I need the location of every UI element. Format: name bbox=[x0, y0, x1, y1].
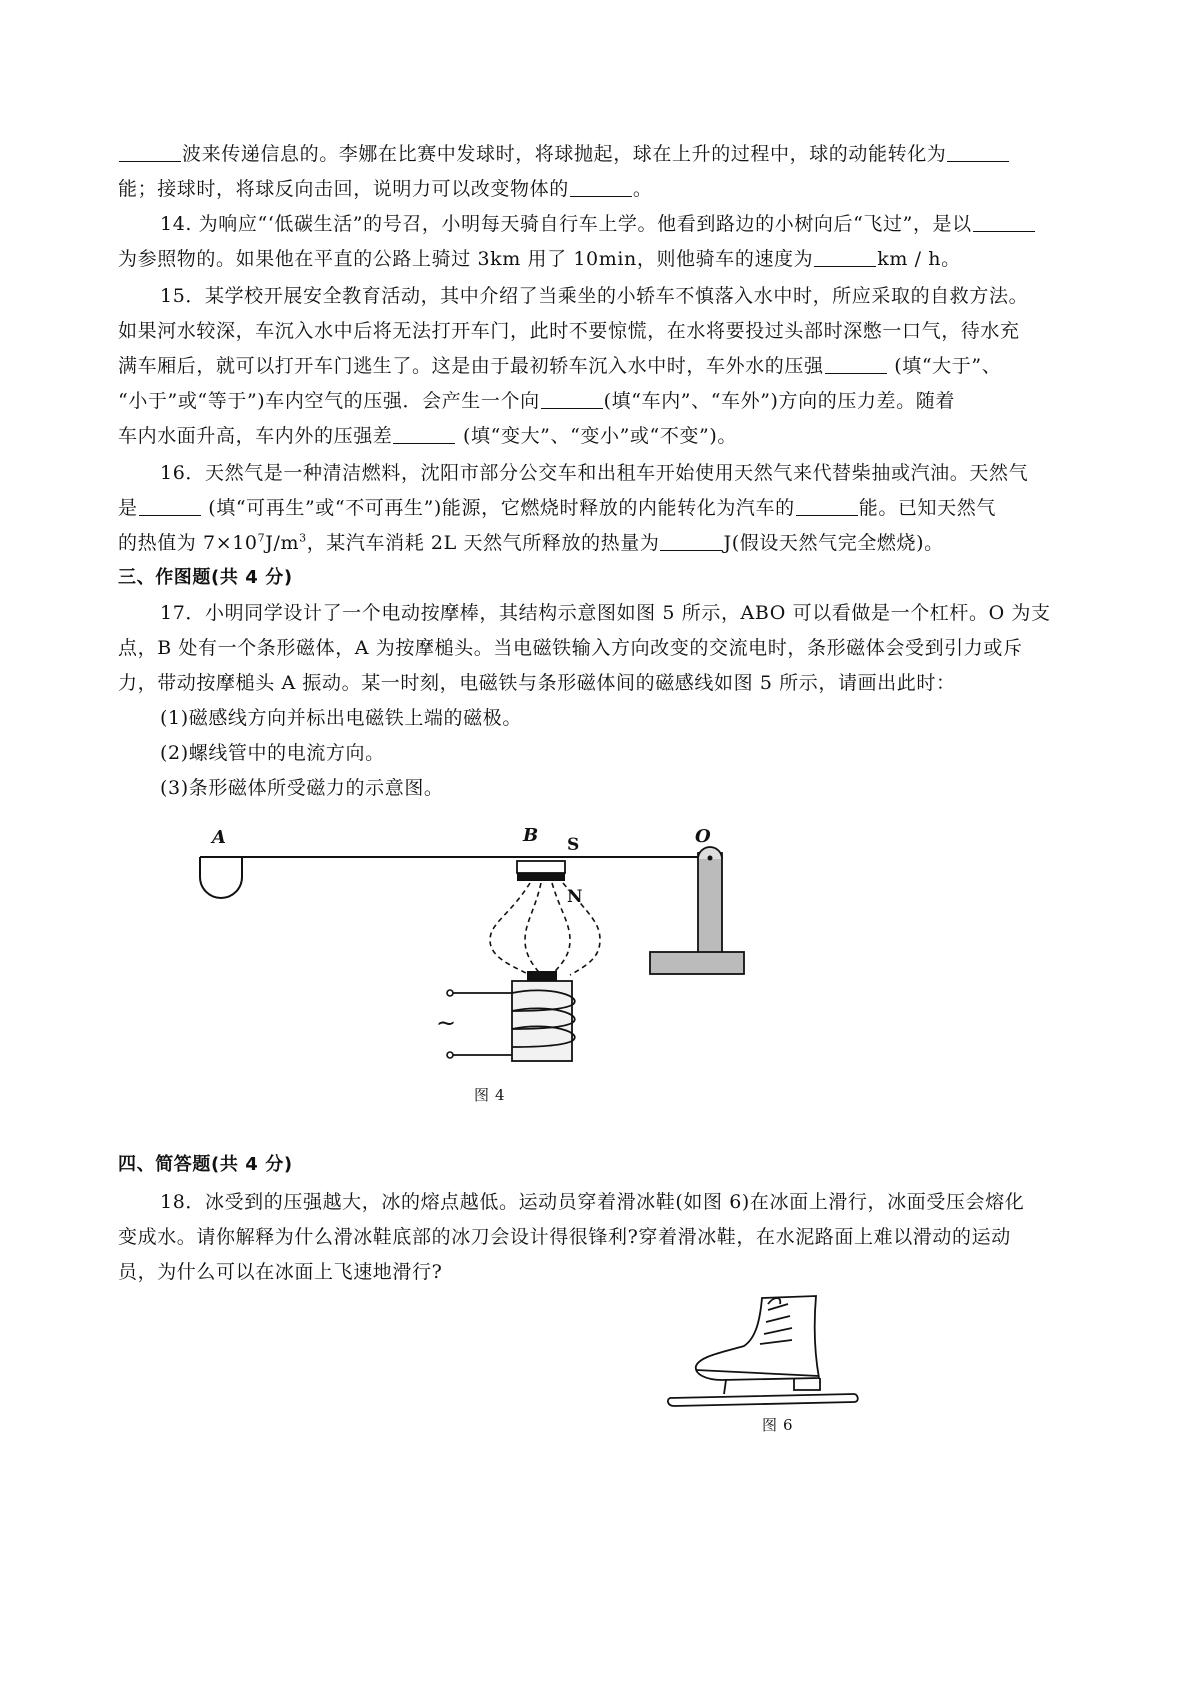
text: 波来传递信息的。李娜在比赛中发球时，将球抛起，球在上升的过程中，球的动能转化为 bbox=[182, 143, 947, 165]
terminal-top bbox=[447, 990, 453, 996]
question-18-line-3: 员，为什么可以在冰面上飞速地滑行? bbox=[118, 1261, 443, 1283]
question-15-line-5 bbox=[118, 419, 1098, 453]
pivot-base bbox=[650, 952, 744, 974]
skate-heel bbox=[794, 1378, 820, 1390]
electromagnet-pole bbox=[527, 971, 557, 981]
answer-blank[interactable] bbox=[393, 423, 455, 444]
question-15-line-1: 15．某学校开展安全教育活动，其中介绍了当乘坐的小轿车不慎落入水中时，所应采取的自救方法。 bbox=[160, 285, 1029, 307]
question-16-line-1: 16．天然气是一种清洁燃料，沈阳市部分公交车和出租车开始使用天然气来代替柴抽或汽油。天然气 bbox=[160, 462, 1029, 484]
question-16-line-3 bbox=[118, 526, 1098, 560]
question-17-line-3: 力，带动按摩槌头 A 振动。某一时刻，电磁铁与条形磁体间的磁感线如图 5 所示，请画出此时： bbox=[118, 672, 956, 694]
label-s: S bbox=[567, 835, 580, 855]
label-n: N bbox=[567, 887, 583, 907]
answer-blank[interactable] bbox=[660, 530, 722, 551]
figure-6-skate bbox=[664, 1290, 884, 1420]
question-18-line-1: 18．冰受到的压强越大，冰的熔点越低。运动员穿着滑冰鞋(如图 6)在冰面上滑行，冰面受压会熔化 bbox=[160, 1191, 1025, 1213]
answer-blank[interactable] bbox=[570, 176, 632, 197]
exponent: 3 bbox=[299, 531, 307, 545]
question-14-line-2 bbox=[118, 242, 1098, 276]
text: 能。已知天然气 bbox=[858, 497, 996, 519]
question-17-sub-3: (3)条形磁体所受磁力的示意图。 bbox=[160, 777, 444, 799]
label-ac: ~ bbox=[436, 1009, 457, 1037]
skate-sole bbox=[696, 1370, 819, 1376]
text: 。 bbox=[632, 178, 653, 200]
pivot-post bbox=[698, 853, 722, 953]
question-14-line-1 bbox=[160, 207, 1100, 241]
line-13-cont-2 bbox=[118, 172, 1098, 206]
question-17-line-2: 点，B 处有一个条形磁体，A 为按摩槌头。当电磁铁输入方向改变的交流电时，条形磁体会受到引力或斥 bbox=[118, 637, 1023, 659]
question-17-sub-1: (1)磁感线方向并标出电磁铁上端的磁极。 bbox=[160, 707, 522, 729]
question-15-line-3 bbox=[118, 349, 1098, 383]
answer-blank[interactable] bbox=[814, 246, 876, 267]
text: 是 bbox=[118, 497, 138, 519]
magnetic-field-lines bbox=[490, 883, 600, 975]
answer-blank[interactable] bbox=[825, 353, 887, 374]
question-15-line-4 bbox=[118, 384, 1098, 418]
text: 的热值为 7×10 bbox=[118, 532, 258, 554]
text: ，某汽车消耗 2L 天然气所释放的热量为 bbox=[306, 532, 660, 554]
text: 车内水面升高，车内外的压强差 bbox=[118, 425, 393, 447]
text: (填“大于”、 bbox=[887, 355, 1002, 377]
answer-blank[interactable] bbox=[973, 211, 1035, 232]
exponent: 7 bbox=[257, 531, 266, 545]
text: 满车厢后，就可以打开车门逃生了。这是由于最初轿车沉入水中时，车外水的压强 bbox=[118, 355, 824, 377]
answer-blank[interactable] bbox=[947, 141, 1009, 162]
label-o: O bbox=[695, 826, 711, 847]
question-18-line-2: 变成水。请你解释为什么滑冰鞋底部的冰刀会设计得很锋利?穿着滑冰鞋，在水泥路面上难以滑动的运动 bbox=[118, 1226, 1011, 1248]
figure-4-caption: 图 4 bbox=[474, 1086, 506, 1104]
pivot-point bbox=[708, 856, 713, 861]
text: (填“可再生”或“不可再生”)能源，它燃烧时释放的内能转化为汽车的 bbox=[201, 497, 795, 519]
section-4-heading: 四、简答题(共 4 分) bbox=[118, 1154, 293, 1175]
label-b: B bbox=[523, 825, 539, 846]
question-16-line-2 bbox=[118, 491, 1098, 525]
text: J(假设天然气完全燃烧)。 bbox=[723, 532, 944, 554]
figure-6-caption: 图 6 bbox=[762, 1416, 794, 1434]
section-3-heading: 三、作图题(共 4 分) bbox=[118, 567, 293, 588]
question-15-line-2: 如果河水较深，车沉入水中后将无法打开车门，此时不要惊慌，在水将要投过头部时深憋一口气，待水充 bbox=[118, 320, 1020, 342]
text: 14. 为响应“‘低碳生活”的号召，小明每天骑自行车上学。他看到路边的小树向后“飞过”，是以 bbox=[160, 213, 972, 235]
text: km / h。 bbox=[877, 248, 961, 270]
massage-head bbox=[200, 857, 242, 898]
text: (填“变大”、“变小”或“不变”)。 bbox=[456, 425, 737, 447]
label-a: A bbox=[212, 827, 226, 848]
answer-blank[interactable] bbox=[796, 495, 858, 516]
bar-magnet bbox=[517, 861, 565, 873]
text: 能；接球时，将球反向击回，说明力可以改变物体的 bbox=[118, 178, 569, 200]
answer-blank[interactable] bbox=[139, 495, 201, 516]
answer-blank[interactable] bbox=[541, 388, 603, 409]
skate-blade-support-front bbox=[724, 1380, 726, 1394]
skate-laces bbox=[760, 1298, 792, 1344]
line-13-cont-1 bbox=[118, 137, 1098, 171]
question-17-sub-2: (2)螺线管中的电流方向。 bbox=[160, 742, 385, 764]
bar-magnet-n-end bbox=[517, 873, 565, 881]
question-17-line-1: 17．小明同学设计了一个电动按摩棒，其结构示意图如图 5 所示，ABO 可以看做是一个杠杆。O 为支 bbox=[160, 602, 1051, 624]
answer-blank[interactable] bbox=[119, 141, 181, 162]
text: (填“车内”、“车外”)方向的压力差。随着 bbox=[603, 390, 955, 412]
text: 为参照物的。如果他在平直的公路上骑过 3km 用了 10min，则他骑车的速度为 bbox=[118, 248, 814, 270]
terminal-bottom bbox=[447, 1052, 453, 1058]
skate-boot bbox=[696, 1296, 819, 1380]
text: “小于”或“等于”)车内空气的压强．会产生一个向 bbox=[118, 390, 540, 412]
text: J/m bbox=[265, 532, 300, 554]
skate-blade bbox=[668, 1394, 858, 1406]
